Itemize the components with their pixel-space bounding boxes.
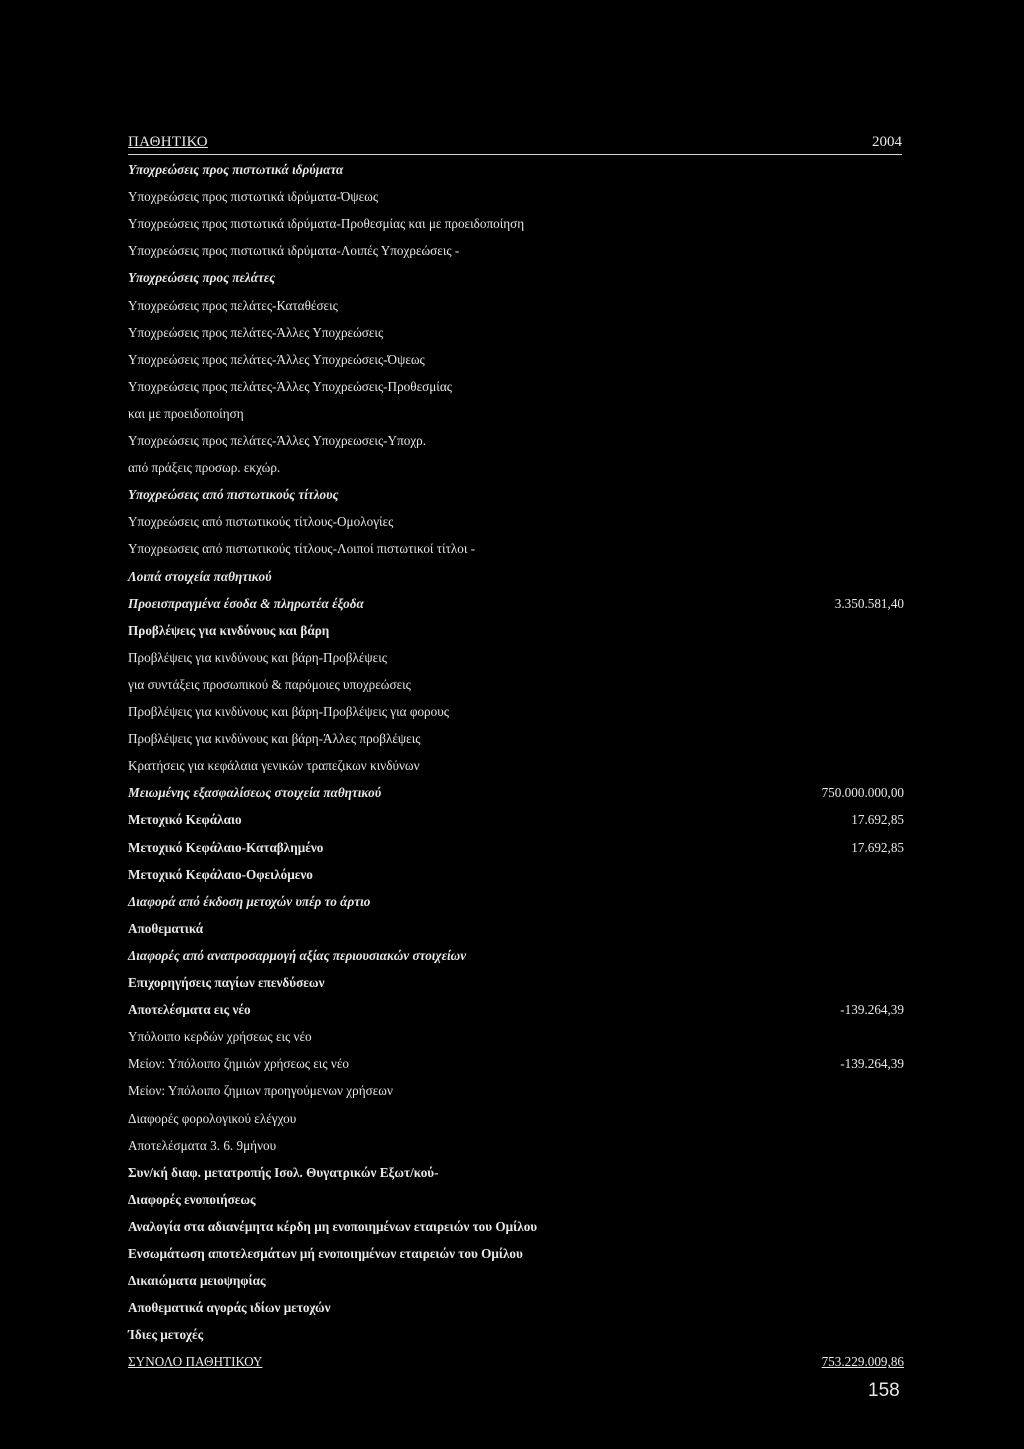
row-label: Υποχρεώσεις προς πελάτες-Άλλες Υποχρεωσεις-Υποχρ. xyxy=(128,433,427,448)
row-label: Διαφορές ενοποιήσεως xyxy=(128,1191,256,1207)
row-label: Επιχορηγήσεις παγίων επενδύσεων xyxy=(128,975,325,990)
row-label: Ενσωμάτωση αποτελεσμάτων μή ενοποιημένων εταιρειών του Ομίλου xyxy=(128,1246,523,1261)
row-label: και με προειδοποίηση xyxy=(128,405,244,421)
row-label: Μειωμένης εξασφαλίσεως στοιχεία παθητικού xyxy=(128,785,382,801)
table-row xyxy=(128,243,904,265)
row-label: Διαφορές φορολογικού ελέγχου xyxy=(128,1110,297,1126)
table-row xyxy=(128,677,904,699)
table-row xyxy=(128,596,904,618)
table-row xyxy=(128,758,904,780)
row-label: Υποχρεώσεις από πιστωτικούς τίτλους-Ομολογίες xyxy=(128,514,394,530)
section-header xyxy=(128,134,902,155)
row-label: Κρατήσεις για κεφάλαια γενικών τραπεζικων κινδύνων xyxy=(128,758,420,774)
table-row xyxy=(128,975,904,997)
row-label: Συν/κή διαφ. μετατροπής Ισολ. Θυγατρικών Εξωτ/κού- xyxy=(128,1164,439,1180)
row-label: Προβλέψεις για κινδύνους και βάρη xyxy=(128,622,330,638)
row-label: Δικαιώματα μειοψηφίας xyxy=(128,1273,266,1289)
row-label: Μετοχικό Κεφάλαιο-Καταβλημένο xyxy=(128,839,324,855)
row-label: Προβλέψεις για κινδύνους και βάρη-Προβλέψεις xyxy=(128,649,387,665)
row-label: Μετοχικό Κεφάλαιο-Οφειλόμενο xyxy=(128,866,313,882)
column-year: 2004 xyxy=(872,134,902,150)
row-label: Λοιπά στοιχεία παθητικού xyxy=(128,568,272,584)
table-row xyxy=(128,406,904,428)
table-row xyxy=(128,541,904,563)
table-row xyxy=(128,812,904,834)
table-row xyxy=(128,1246,904,1268)
table-row xyxy=(128,1219,904,1241)
row-label: Υποχρεώσεις προς πελάτες xyxy=(128,270,276,286)
row-label: ΣΥΝΟΛΟ ΠΑΘΗΤΙΚΟΥ xyxy=(128,1354,263,1370)
page-number: 158 xyxy=(868,1380,900,1401)
row-label: Προβλέψεις για κινδύνους και βάρη-Άλλες προβλέψεις xyxy=(128,731,421,747)
row-value: -139.264,39 xyxy=(840,1056,904,1072)
table-row xyxy=(128,1327,904,1349)
row-label: Αναλογία στα αδιανέμητα κέρδη μη ενοποιημένων εταιρειών του Ομίλου xyxy=(128,1218,538,1234)
table-row xyxy=(128,623,904,645)
row-label: Υποχρεώσεις προς πιστωτικά ιδρύματα-Όψεως xyxy=(128,189,379,205)
table-row xyxy=(128,1056,904,1078)
row-label: Υποχρεώσεις προς πελάτες-Άλλες Υποχρεώσεις-Προθεσμίας xyxy=(128,378,452,394)
table-row xyxy=(128,1002,904,1024)
table-row xyxy=(128,1138,904,1160)
section-title: ΠΑΘΗΤΙΚΟ xyxy=(128,134,208,150)
table-row xyxy=(128,270,904,292)
row-label: Προεισπραγμένα έσοδα & πληρωτέα έξοδα xyxy=(128,595,364,611)
row-label: Υποχρεώσεις προς πελάτες-Άλλες Υποχρεώσεις xyxy=(128,324,384,340)
row-label: Αποθεματικά xyxy=(128,920,204,936)
table-row xyxy=(128,921,904,943)
table-row xyxy=(128,650,904,672)
row-value: 750.000.000,00 xyxy=(821,785,904,801)
table-row xyxy=(128,487,904,509)
row-label: από πράξεις προσωρ. εκχώρ. xyxy=(128,460,281,476)
row-value: 17.692,85 xyxy=(851,812,904,828)
table-row xyxy=(128,1354,904,1376)
table-row xyxy=(128,731,904,753)
table-row xyxy=(128,189,904,211)
table-row xyxy=(128,514,904,536)
row-label: για συντάξεις προσωπικού & παρόμοιες υποχρεώσεις xyxy=(128,676,411,692)
row-label: Αποτελέσματα εις νέο xyxy=(128,1002,251,1018)
row-label: Διαφορές από αναπροσαρμογή αξίας περιουσιακών στοιχείων xyxy=(128,947,467,963)
table-row xyxy=(128,1192,904,1214)
table-row xyxy=(128,298,904,320)
row-value: 753.229.009,86 xyxy=(821,1354,904,1370)
row-label: Διαφορά από έκδοση μετοχών υπέρ το άρτιο xyxy=(128,893,371,909)
row-value: -139.264,39 xyxy=(840,1002,904,1018)
row-label: Υποχρεωσεις από πιστωτικούς τίτλους-Λοιποί πιστωτικοί τίτλοι - xyxy=(128,541,476,557)
table-row xyxy=(128,1165,904,1187)
row-label: Μείον: Υπόλοιπο ζημιων προηγούμενων χρήσεων xyxy=(128,1083,393,1099)
table-row xyxy=(128,379,904,401)
table-row xyxy=(128,325,904,347)
table-row xyxy=(128,785,904,807)
table-row xyxy=(128,216,904,238)
row-label: Υποχρεώσεις προς πελάτες-Καταθέσεις xyxy=(128,297,338,313)
table-row xyxy=(128,1029,904,1051)
row-label: Υποχρεώσεις προς πιστωτικά ιδρύματα xyxy=(128,162,344,177)
row-value: 17.692,85 xyxy=(851,839,904,855)
table-row xyxy=(128,433,904,455)
row-label: Μείον: Υπόλοιπο ζημιών χρήσεως εις νέο xyxy=(128,1056,349,1072)
table-row xyxy=(128,162,904,184)
table-row xyxy=(128,1111,904,1133)
table-row xyxy=(128,352,904,374)
table-row xyxy=(128,867,904,889)
table-row xyxy=(128,840,904,862)
table-row xyxy=(128,1273,904,1295)
table-row xyxy=(128,569,904,591)
table-row xyxy=(128,948,904,970)
row-label: Ίδιες μετοχές xyxy=(128,1327,204,1343)
table-row xyxy=(128,1083,904,1105)
row-label: Υπόλοιπο κερδών χρήσεως εις νέο xyxy=(128,1029,312,1045)
table-row xyxy=(128,894,904,916)
row-label: Μετοχικό Κεφάλαιο xyxy=(128,812,242,828)
table-row xyxy=(128,704,904,726)
row-value: 3.350.581,40 xyxy=(834,595,904,611)
row-label: Υποχρεώσεις προς πιστωτικά ιδρύματα-Λοιπές Υποχρεώσεις - xyxy=(128,243,460,259)
row-label: Προβλέψεις για κινδύνους και βάρη-Προβλέψεις για φορους xyxy=(128,704,449,719)
row-label: Αποτελέσματα 3. 6. 9μήνου xyxy=(128,1137,277,1153)
row-label: Υποχρεώσεις προς πελάτες-Άλλες Υποχρεώσεις-Όψεως xyxy=(128,351,425,367)
table-row xyxy=(128,460,904,482)
row-label: Αποθεματικά αγοράς ιδίων μετοχών xyxy=(128,1300,331,1316)
row-label: Υποχρεώσεις προς πιστωτικά ιδρύματα-Προθεσμίας και με προειδοποίηση xyxy=(128,216,525,232)
table-row xyxy=(128,1300,904,1322)
row-label: Υποχρεώσεις από πιστωτικούς τίτλους xyxy=(128,487,339,503)
